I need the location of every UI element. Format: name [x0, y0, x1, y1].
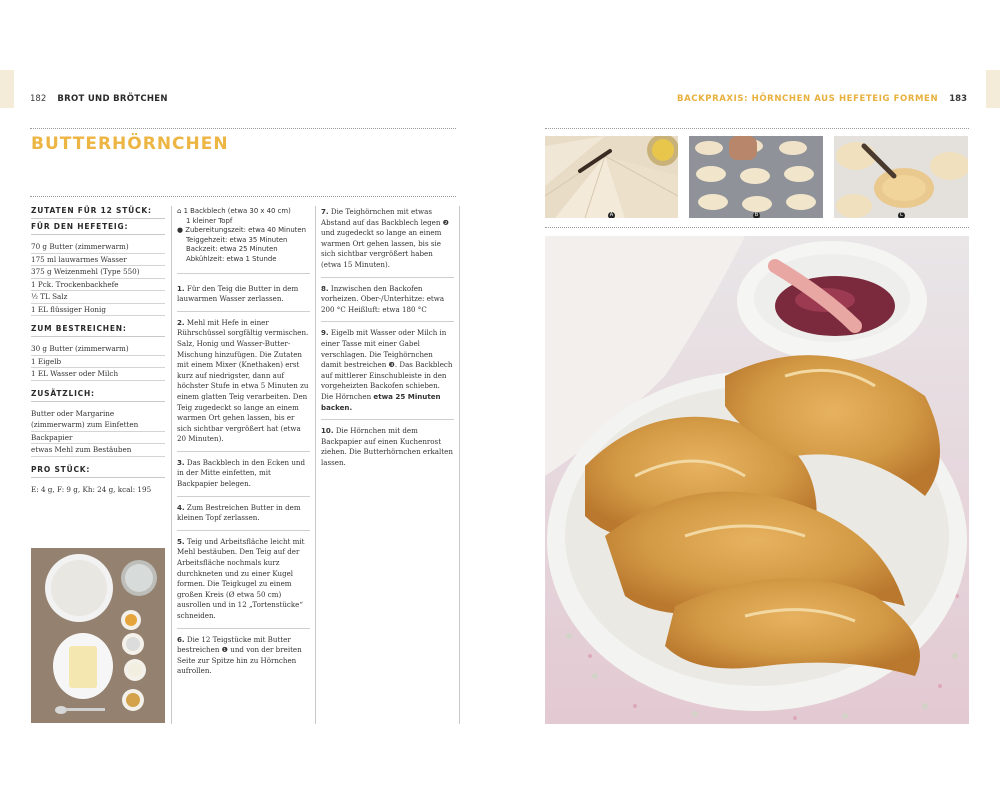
dough-heading: FÜR DEN HEFETEIG: — [31, 222, 165, 235]
title-dotted-rule — [30, 196, 456, 197]
step-5 — [177, 537, 310, 622]
step-photo-c — [834, 136, 968, 218]
step-photo-b — [689, 136, 823, 218]
croissants-photo — [545, 236, 969, 724]
step-4 — [177, 503, 310, 524]
clock-icon: ● — [177, 226, 184, 235]
ingredient-item: 1 Eigelb — [31, 356, 165, 369]
step-number: 3. — [177, 457, 185, 467]
step-number: 2. — [177, 317, 185, 327]
right-page-number: 183 — [949, 94, 967, 104]
step-text: Eigelb mit Wasser oder Milch in einer Tasse mit einer Gabel verschlagen. Die Teighörnchen damit bestreichen ❸. Das Backblech auf mittlerer Einschubleiste in den vorgeheizten Backofen schieben. Die Hörnchen — [321, 328, 453, 401]
column-divider — [459, 206, 460, 724]
ingredient-item: 375 g Weizenmehl (Type 550) — [31, 266, 165, 279]
ingredient-item: Butter oder Margarine — [31, 408, 115, 418]
photo-badge-b: B — [754, 212, 759, 218]
photo-badge-a: A — [609, 212, 614, 218]
recipe-title: BUTTERHÖRNCHEN — [31, 134, 229, 154]
time-bake: Backzeit: etwa 25 Minuten — [186, 245, 278, 254]
step-text: Die Hörnchen mit dem Backpapier auf einen Kuchenrost ziehen. Die Butterhörnchen erkalten lassen. — [321, 426, 453, 467]
equipment-info — [177, 207, 310, 265]
left-header — [30, 86, 168, 105]
ingredient-item: 30 g Butter (zimmerwarm) — [31, 343, 165, 356]
per-piece-heading: PRO STÜCK: — [31, 465, 165, 478]
ingredients-heading: ZUTATEN FÜR 12 STÜCK: — [31, 206, 165, 219]
ingredient-item: 1 EL Wasser oder Milch — [31, 368, 165, 381]
pot-icon: ⌂ — [177, 207, 182, 215]
step-text: Mehl mit Hefe in einer Rührschüssel sorgfältig vermischen. Salz, Honig und Wasser-Butter-Mischung hinzufügen. Die Zutaten mit einem Mixer (Knethaken) erst kurz auf niedrigster, dann auf höchster Stufe in etwa 5 Minuten zu einem glatten Teig verarbeiten. Den Teig zugedeckt so lange an einem warmen Ort gehen lassen, bis er sich sichtbar vergrößert hat (etwa 20 Minuten). — [177, 317, 309, 444]
step-2 — [177, 318, 310, 445]
step-9 — [321, 328, 454, 413]
step-text: Teig und Arbeitsfläche leicht mit Mehl bestäuben. Den Teig auf der Arbeitsfläche nochmals kurz durchkneten und zu einer Kugel formen. Die Teigkugel zu einem großen Kreis (Ø etwa 50 cm) ausrollen und in 12 „Tortenstücke“ schneiden. — [177, 536, 305, 620]
right-section-title: BACKPRAXIS: HÖRNCHEN AUS HEFETEIG FORMEN — [677, 94, 939, 104]
ingredient-item: Backpapier — [31, 432, 165, 445]
step-text: Die 12 Teigstücke mit Butter bestreichen ❶ und von der breiten Seite zur Spitze hin zu Hörnchen aufrollen. — [177, 634, 302, 676]
step-number: 1. — [177, 283, 185, 293]
ingredient-item: (zimmerwarm) zum Einfetten — [31, 419, 165, 432]
equipment-line-2: 1 kleiner Topf — [186, 216, 233, 225]
time-rise: Teiggehzeit: etwa 35 Minuten — [186, 235, 288, 244]
step-number: 8. — [321, 283, 329, 293]
ingredient-item: 1 Pck. Trockenbackhefe — [31, 279, 165, 292]
step-3 — [177, 458, 310, 490]
ingredient-item: 70 g Butter (zimmerwarm) — [31, 241, 165, 254]
step-number: 5. — [177, 536, 185, 546]
step-8 — [321, 284, 454, 316]
left-page-number: 182 — [30, 94, 47, 104]
step-number: 6. — [177, 634, 185, 644]
ingredient-item: ½ TL Salz — [31, 291, 165, 304]
left-section-title: BROT UND BRÖTCHEN — [57, 94, 168, 104]
step-text: Zum Bestreichen Butter in dem kleinen Topf zerlassen. — [177, 502, 301, 523]
ingredient-item: etwas Mehl zum Bestäuben — [31, 444, 165, 457]
left-page-tab — [0, 70, 14, 108]
step-text: Das Backblech in den Ecken und in der Mitte einfetten, mit Backpapier belegen. — [177, 457, 306, 489]
photos-dotted-rule — [545, 227, 969, 228]
step-number: 9. — [321, 328, 329, 338]
ingredients-photo — [31, 548, 165, 723]
ingredient-item: 175 ml lauwarmes Wasser — [31, 254, 165, 267]
ingredient-item: 1 EL flüssiger Honig — [31, 304, 165, 317]
extra-heading: ZUSÄTZLICH: — [31, 389, 165, 402]
brush-heading: ZUM BESTREICHEN: — [31, 324, 165, 337]
time-prep: Zubereitungszeit: etwa 40 Minuten — [185, 226, 306, 235]
step-number: 10. — [321, 426, 334, 436]
step-text: Für den Teig die Butter in dem lauwarmen Wasser zerlassen. — [177, 283, 299, 304]
step-number: 4. — [177, 502, 185, 512]
top-dotted-rule-left — [30, 128, 456, 129]
step-text-bold: etwa 25 Minuten backen. — [321, 391, 441, 412]
nutrition-info: E: 4 g, F: 9 g, Kh: 24 g, kcal: 195 — [31, 484, 152, 494]
top-dotted-rule-right — [545, 128, 969, 129]
time-cool: Abkühlzeit: etwa 1 Stunde — [186, 254, 277, 263]
column-divider — [315, 206, 316, 724]
step-1 — [177, 284, 310, 305]
step-6 — [177, 635, 310, 677]
photo-badge-c: C — [899, 212, 904, 218]
step-photo-a — [545, 136, 678, 218]
equipment-line-1: 1 Backblech (etwa 30 x 40 cm) — [183, 207, 291, 215]
ingredients-column — [31, 206, 165, 495]
step-text: Inzwischen den Backofen vorheizen. Ober-/Unterhitze: etwa 200 °C Heißluft: etwa 180 °C — [321, 283, 445, 314]
step-text: Die Teighörnchen mit etwas Abstand auf das Backblech legen ❷ und zugedeckt so lange an einem warmen Ort gehen lassen, bis sie sich sichtbar vergrößert haben (etwa 15 Minuten). — [321, 207, 449, 269]
column-divider — [171, 206, 172, 724]
step-number: 7. — [321, 207, 329, 216]
steps-column-1 — [177, 207, 310, 677]
right-page-tab — [986, 70, 1000, 108]
step-7 — [321, 207, 454, 271]
right-header — [677, 86, 967, 105]
step-10 — [321, 426, 454, 468]
steps-column-2 — [321, 207, 454, 468]
